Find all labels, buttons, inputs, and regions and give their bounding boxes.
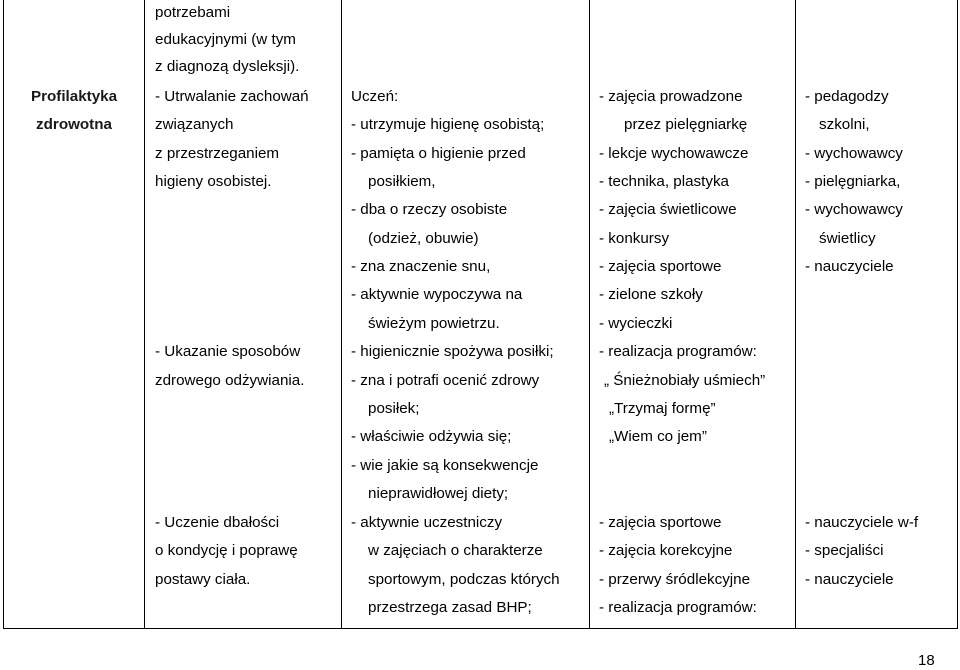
cell-text: edukacyjnymi (w tym [155, 31, 296, 48]
cell-text: sportowym, podczas których [368, 571, 560, 588]
cell-text: - zajęcia prowadzone [599, 88, 743, 105]
cell-text: - wychowawcy [805, 201, 903, 218]
cell-text: - właściwie odżywia się; [351, 428, 512, 445]
cell-text: o kondycję i poprawę [155, 542, 298, 559]
cell-text: - nauczyciele [805, 258, 894, 275]
cell-text: - zajęcia korekcyjne [599, 542, 733, 559]
cell-text: - przerwy śródlekcyjne [599, 571, 751, 588]
cell-text: - aktywnie uczestniczy [351, 514, 503, 531]
column-divider-1 [144, 0, 145, 629]
cell-text: „Trzymaj formę” [609, 400, 716, 417]
cell-text: świeżym powietrzu. [368, 315, 500, 332]
cell-text: - wychowawcy [805, 145, 903, 162]
area-title: zdrowotna [36, 116, 112, 133]
cell-text: - realizacja programów: [599, 343, 757, 360]
cell-text: przestrzega zasad BHP; [368, 599, 532, 616]
cell-text: - realizacja programów: [599, 599, 757, 616]
cell-text: postawy ciała. [155, 571, 251, 588]
cell-text: - technika, plastyka [599, 173, 729, 190]
column-divider-4 [795, 0, 796, 629]
cell-text: - zajęcia sportowe [599, 514, 722, 531]
table-border-right [957, 0, 958, 629]
cell-text: w zajęciach o charakterze [368, 542, 543, 559]
cell-text: z diagnozą dysleksji). [155, 58, 300, 75]
cell-text: zdrowego odżywiania. [155, 372, 305, 389]
cell-text: posiłkiem, [368, 173, 436, 190]
cell-text: świetlicy [819, 230, 876, 247]
cell-text: - zajęcia sportowe [599, 258, 722, 275]
cell-text: - zna i potrafi ocenić zdrowy [351, 372, 540, 389]
cell-text: - Utrwalanie zachowań [155, 88, 309, 105]
cell-text: przez pielęgniarkę [624, 116, 748, 133]
cell-text: - lekcje wychowawcze [599, 145, 749, 162]
page-number: 18 [918, 652, 935, 669]
column-divider-2 [341, 0, 342, 629]
cell-text: potrzebami [155, 4, 231, 21]
cell-text: - pielęgniarka, [805, 173, 901, 190]
cell-text: - pamięta o higienie przed [351, 145, 526, 162]
area-title: Profilaktyka [30, 88, 118, 105]
cell-text: - utrzymuje higienę osobistą; [351, 116, 545, 133]
cell-text: - nauczyciele [805, 571, 894, 588]
cell-text: - zielone szkoły [599, 286, 703, 303]
cell-text: posiłek; [368, 400, 420, 417]
cell-text: (odzież, obuwie) [368, 230, 479, 247]
cell-text: - nauczyciele w-f [805, 514, 919, 531]
cell-text: związanych [155, 116, 234, 133]
cell-text: - dba o rzeczy osobiste [351, 201, 508, 218]
cell-text: - zajęcia świetlicowe [599, 201, 737, 218]
cell-text: - Uczenie dbałości [155, 514, 280, 531]
cell-text: nieprawidłowej diety; [368, 485, 509, 502]
cell-text: - specjaliści [805, 542, 884, 559]
cell-text: z przestrzeganiem [155, 145, 280, 162]
cell-text: „ Śnieżnobiały uśmiech” [604, 372, 766, 389]
column-divider-3 [589, 0, 590, 629]
cell-text: - konkursy [599, 230, 670, 247]
cell-text: higieny osobistej. [155, 173, 272, 190]
table-border-bottom [3, 628, 958, 629]
cell-text: - aktywnie wypoczywa na [351, 286, 523, 303]
cell-text: - zna znaczenie snu, [351, 258, 491, 275]
cell-text: - Ukazanie sposobów [155, 343, 301, 360]
cell-text: - pedagodzy [805, 88, 889, 105]
cell-text: - wie jakie są konsekwencje [351, 457, 539, 474]
cell-text: „Wiem co jem” [609, 428, 707, 445]
cell-text: - higienicznie spożywa posiłki; [351, 343, 554, 360]
cell-text: Uczeń: [351, 88, 399, 105]
cell-text: szkolni, [819, 116, 870, 133]
cell-text: - wycieczki [599, 315, 673, 332]
